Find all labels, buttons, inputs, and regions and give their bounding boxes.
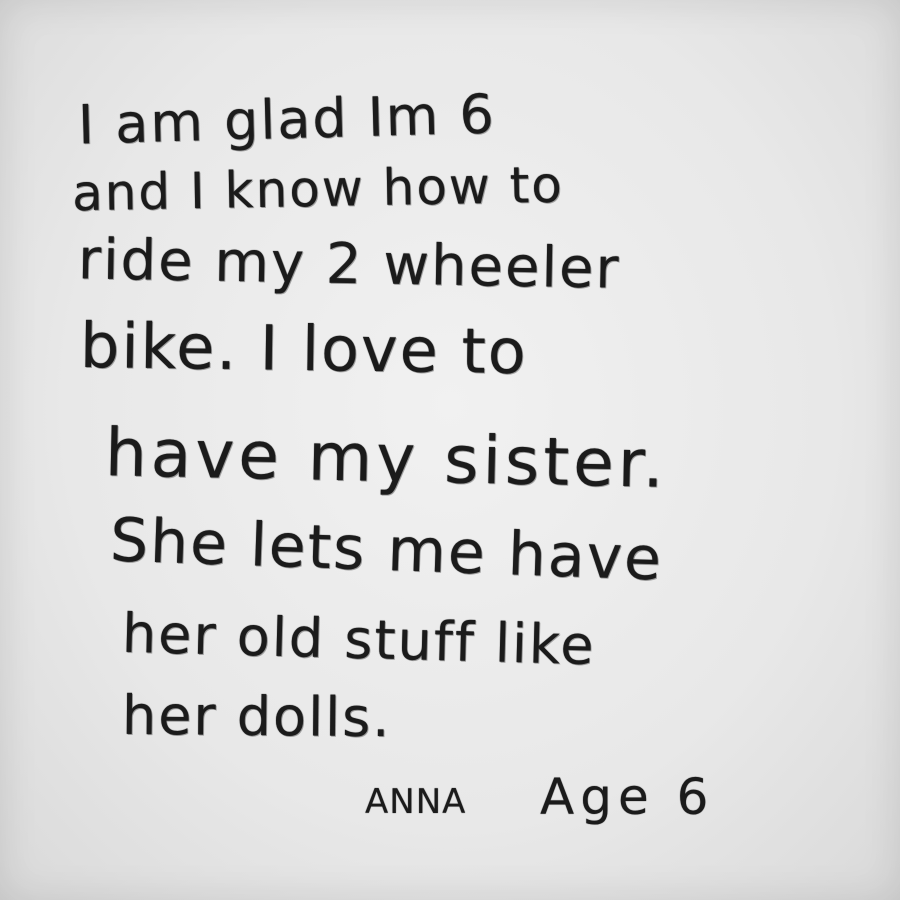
note-line: She lets me have <box>108 505 665 595</box>
note-line: bike. I love to <box>79 308 529 389</box>
note-line: ride my 2 wheeler <box>77 227 622 302</box>
signature-age: Age 6 <box>540 768 715 826</box>
note-line: her dolls. <box>121 683 392 750</box>
note-line: have my sister. <box>104 414 669 503</box>
note-line: and I know how to <box>71 155 565 223</box>
note-line: her old stuff like <box>121 601 597 678</box>
signature-name: ANNA <box>365 782 467 822</box>
note-line: I am glad Im 6 <box>77 82 497 157</box>
